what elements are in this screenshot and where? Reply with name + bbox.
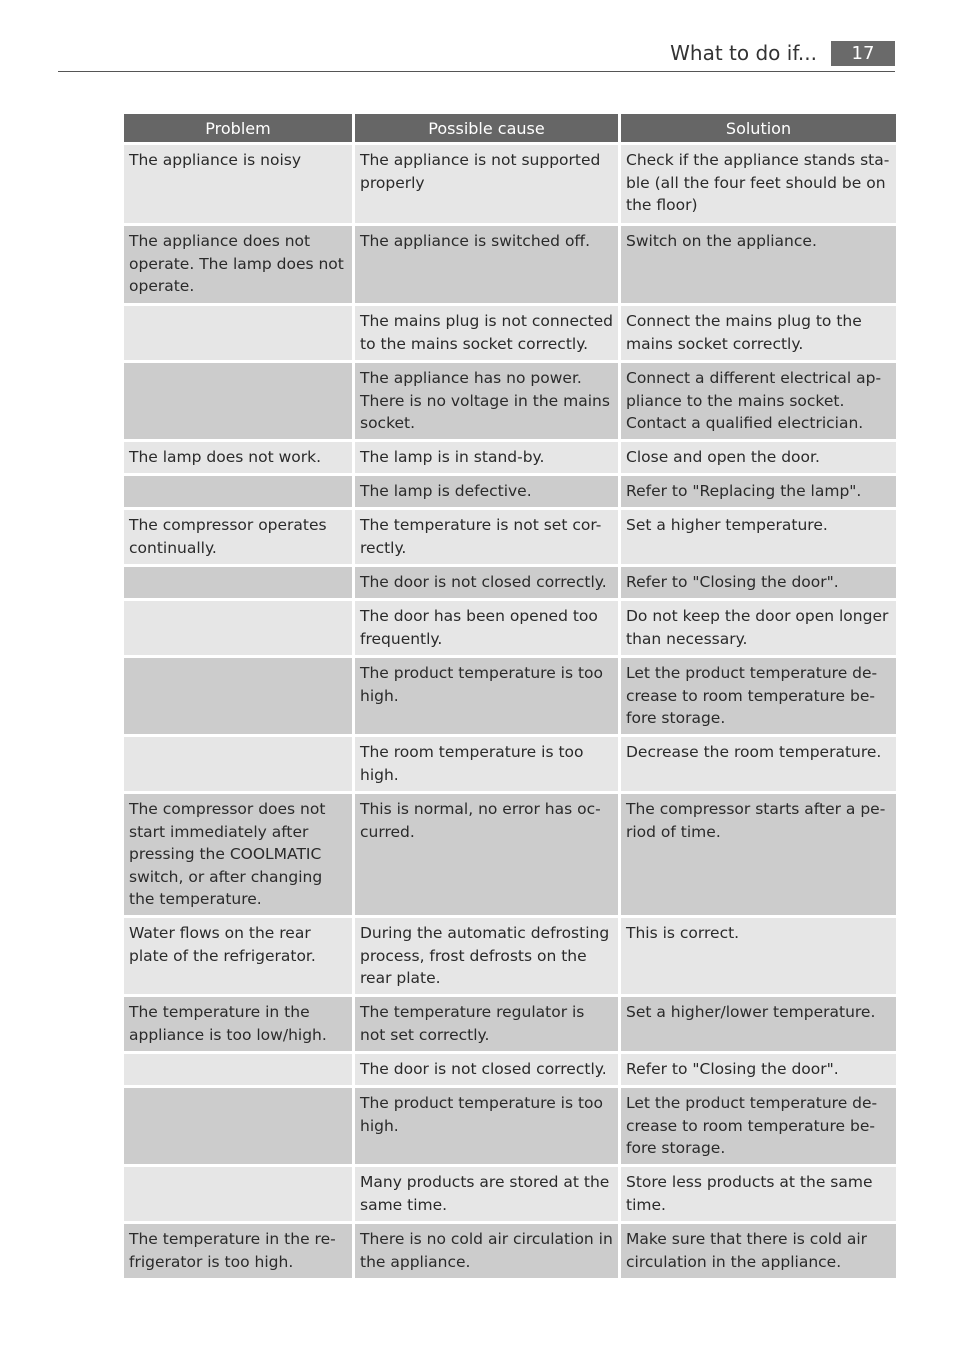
cause-cell: This is normal, no error has oc-curred. [355, 794, 618, 915]
problem-cell [124, 1088, 352, 1164]
cause-cell: During the automatic defrosting process, frost defrosts on the rear plate. [355, 918, 618, 994]
cause-cell: The lamp is defective. [355, 476, 618, 507]
cause-cell: The appliance is not supported properly [355, 145, 618, 223]
table-row [124, 658, 896, 734]
table-row [124, 145, 896, 223]
table-row [124, 737, 896, 791]
solution-cell: This is correct. [621, 918, 896, 994]
solution-cell: Set a higher/lower temperature. [621, 997, 896, 1051]
problem-cell: The compressor operates continually. [124, 510, 352, 564]
cause-cell: The appliance is switched off. [355, 226, 618, 303]
problem-cell [124, 601, 352, 655]
problem-cell [124, 737, 352, 791]
table-row [124, 1224, 896, 1278]
table-row [124, 226, 896, 303]
cause-cell: The door is not closed correctly. [355, 567, 618, 598]
solution-cell: Connect a different electrical ap-pliance to the mains socket. Contact a qualified electrician. [621, 363, 896, 439]
solution-cell: Decrease the room temperature. [621, 737, 896, 791]
cause-cell: Many products are stored at the same time. [355, 1167, 618, 1221]
problem-cell [124, 567, 352, 598]
solution-cell: Connect the mains plug to the mains socket correctly. [621, 306, 896, 360]
page-header [58, 40, 895, 72]
table-body [124, 145, 896, 1278]
problem-cell [124, 658, 352, 734]
table-row [124, 567, 896, 598]
table-row [124, 510, 896, 564]
problem-cell [124, 363, 352, 439]
page-number-badge: 17 [831, 41, 895, 66]
table-row [124, 1054, 896, 1085]
solution-cell: Store less products at the same time. [621, 1167, 896, 1221]
problem-cell: The appliance does not operate. The lamp does not operate. [124, 226, 352, 303]
table-row [124, 1088, 896, 1164]
solution-cell: Check if the appliance stands sta-ble (all the four feet should be on the floor) [621, 145, 896, 223]
solution-cell: Refer to "Replacing the lamp". [621, 476, 896, 507]
cause-cell: The door is not closed correctly. [355, 1054, 618, 1085]
problem-cell [124, 1167, 352, 1221]
cause-cell: The temperature is not set cor-rectly. [355, 510, 618, 564]
cause-cell: The temperature regulator is not set correctly. [355, 997, 618, 1051]
solution-cell: Set a higher temperature. [621, 510, 896, 564]
problem-cell [124, 1054, 352, 1085]
solution-cell: Make sure that there is cold air circulation in the appliance. [621, 1224, 896, 1278]
table-row [124, 794, 896, 915]
solution-cell: Refer to "Closing the door". [621, 1054, 896, 1085]
cause-cell: There is no cold air circulation in the appliance. [355, 1224, 618, 1278]
table-header-row [124, 114, 896, 142]
solution-cell: Switch on the appliance. [621, 226, 896, 303]
solution-cell: Close and open the door. [621, 442, 896, 473]
table-row [124, 1167, 896, 1221]
cause-cell: The appliance has no power. There is no voltage in the mains socket. [355, 363, 618, 439]
column-header-cause: Possible cause [355, 114, 618, 142]
table-row [124, 476, 896, 507]
troubleshooting-table [121, 111, 899, 1281]
solution-cell: Let the product temperature de-crease to room temperature be-fore storage. [621, 1088, 896, 1164]
cause-cell: The mains plug is not connected to the mains socket correctly. [355, 306, 618, 360]
table-row [124, 997, 896, 1051]
solution-cell: The compressor starts after a pe-riod of time. [621, 794, 896, 915]
table-row [124, 306, 896, 360]
cause-cell: The product temperature is too high. [355, 1088, 618, 1164]
problem-cell: The lamp does not work. [124, 442, 352, 473]
table-row [124, 442, 896, 473]
solution-cell: Let the product temperature de-crease to room temperature be-fore storage. [621, 658, 896, 734]
cause-cell: The room temperature is too high. [355, 737, 618, 791]
problem-cell: The temperature in the re-frigerator is too high. [124, 1224, 352, 1278]
problem-cell: Water flows on the rear plate of the refrigerator. [124, 918, 352, 994]
solution-cell: Do not keep the door open longer than necessary. [621, 601, 896, 655]
cause-cell: The product temperature is too high. [355, 658, 618, 734]
table-row [124, 363, 896, 439]
column-header-solution: Solution [621, 114, 896, 142]
solution-cell: Refer to "Closing the door". [621, 567, 896, 598]
problem-cell: The temperature in the appliance is too low/high. [124, 997, 352, 1051]
table-row [124, 601, 896, 655]
section-title: What to do if... [670, 41, 817, 65]
column-header-problem: Problem [124, 114, 352, 142]
problem-cell: The compressor does not start immediately after pressing the COOLMATIC switch, or after changing the temperature. [124, 794, 352, 915]
table-row [124, 918, 896, 994]
cause-cell: The lamp is in stand-by. [355, 442, 618, 473]
cause-cell: The door has been opened too frequently. [355, 601, 618, 655]
problem-cell: The appliance is noisy [124, 145, 352, 223]
problem-cell [124, 306, 352, 360]
problem-cell [124, 476, 352, 507]
